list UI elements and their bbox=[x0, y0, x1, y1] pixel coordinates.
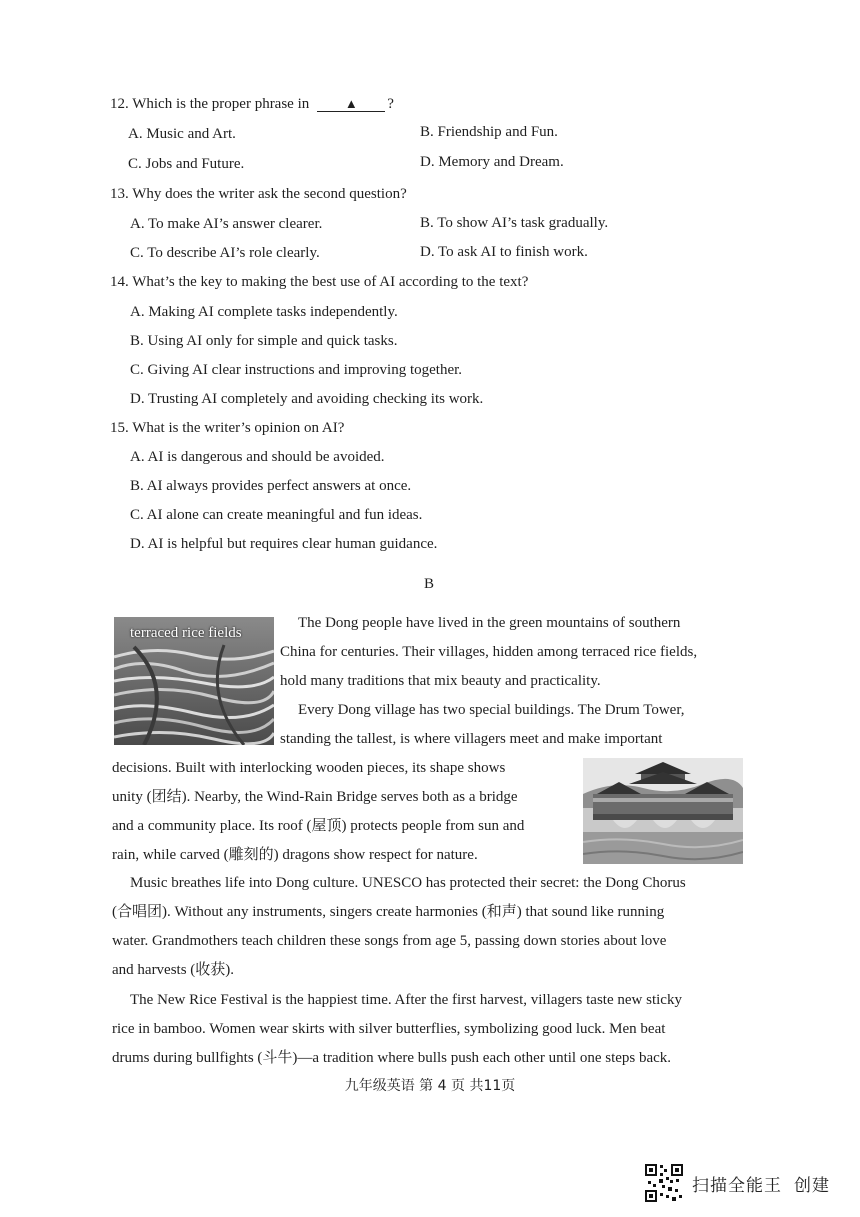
option-13d: D. To ask AI to finish work. bbox=[420, 244, 588, 260]
passage-line: The Dong people have lived in the green mountains of southern bbox=[298, 615, 681, 631]
passage-line: Music breathes life into Dong culture. UNESCO has protected their secret: the Dong Chorus bbox=[130, 875, 686, 891]
passage-paragraph-1 bbox=[280, 609, 754, 696]
question-12-stem: 12. Which is the proper phrase in bbox=[110, 96, 310, 112]
image-caption: terraced rice fields bbox=[130, 625, 242, 641]
question-15: 15. What is the writer’s opinion on AI? bbox=[110, 420, 345, 436]
passage-line: rice in bamboo. Women wear skirts with silver butterflies, symbolizing good luck. Men beat bbox=[112, 1021, 666, 1037]
passage-paragraph-4 bbox=[112, 986, 754, 1073]
passage-line: drums during bullfights (斗牛)—a tradition where bulls push each other until one steps back. bbox=[112, 1050, 672, 1066]
option-15a: A. AI is dangerous and should be avoided. bbox=[130, 449, 385, 465]
option-12c: C. Jobs and Future. bbox=[128, 156, 245, 172]
option-12a: A. Music and Art. bbox=[128, 126, 236, 142]
option-14b: B. Using AI only for simple and quick tasks. bbox=[130, 333, 398, 349]
passage-line: decisions. Built with interlocking wooden pieces, its shape shows bbox=[112, 760, 506, 776]
passage-line: China for centuries. Their villages, hidden among terraced rice fields, bbox=[280, 644, 698, 660]
passage-line: standing the tallest, is where villagers meet and make important bbox=[280, 731, 663, 747]
passage-line: rain, while carved (雕刻的) dragons show respect for nature. bbox=[112, 847, 478, 863]
option-12b: B. Friendship and Fun. bbox=[420, 124, 558, 140]
passage-paragraph-2-bottom bbox=[112, 754, 575, 870]
question-13: 13. Why does the writer ask the second question? bbox=[110, 186, 407, 202]
section-label: B bbox=[424, 576, 435, 592]
passage-line: unity (团结). Nearby, the Wind-Rain Bridge serves both as a bridge bbox=[112, 789, 518, 805]
wind-rain-bridge-photo bbox=[583, 758, 743, 864]
question-12-stem-end: ? bbox=[387, 96, 394, 112]
passage-line: (合唱团). Without any instruments, singers create harmonies (和声) that sound like running bbox=[112, 904, 665, 920]
passage-line: water. Grandmothers teach children these songs from age 5, passing down stories about love bbox=[112, 933, 667, 949]
question-12 bbox=[110, 94, 394, 114]
option-13c: C. To describe AI’s role clearly. bbox=[130, 245, 320, 261]
passage-line: The New Rice Festival is the happiest time. After the first harvest, villagers taste new sticky bbox=[130, 992, 682, 1008]
option-14c: C. Giving AI clear instructions and improving together. bbox=[130, 362, 463, 378]
page-footer: 九年级英语 第 4 页 共11页 bbox=[344, 1078, 516, 1094]
watermark-app-name: 扫描全能王 bbox=[692, 1175, 782, 1196]
option-13a: A. To make AI’s answer clearer. bbox=[130, 216, 323, 232]
passage-line: hold many traditions that mix beauty and practicality. bbox=[280, 673, 601, 689]
option-15d: D. AI is helpful but requires clear human guidance. bbox=[130, 536, 438, 552]
option-15b: B. AI always provides perfect answers at once. bbox=[130, 478, 412, 494]
option-12d: D. Memory and Dream. bbox=[420, 154, 564, 170]
passage-line: Every Dong village has two special buildings. The Drum Tower, bbox=[298, 702, 685, 718]
option-14d: D. Trusting AI completely and avoiding checking its work. bbox=[130, 391, 484, 407]
terraced-fields-photo bbox=[114, 617, 274, 745]
watermark-action: 创建 bbox=[794, 1175, 830, 1196]
option-15c: C. AI alone can create meaningful and fun ideas. bbox=[130, 507, 423, 523]
passage-line: and a community place. Its roof (屋顶) protects people from sun and bbox=[112, 818, 525, 834]
passage-paragraph-3 bbox=[112, 869, 754, 985]
qr-code-icon bbox=[644, 1163, 684, 1203]
scanner-watermark bbox=[644, 1163, 830, 1203]
passage-paragraph-2-top bbox=[280, 696, 754, 754]
question-14: 14. What’s the key to making the best use of AI according to the text? bbox=[110, 274, 529, 290]
option-13b: B. To show AI’s task gradually. bbox=[420, 215, 609, 231]
passage-line: and harvests (收获). bbox=[112, 962, 235, 978]
blank-mark: ▲ bbox=[317, 97, 385, 112]
option-14a: A. Making AI complete tasks independently. bbox=[130, 304, 398, 320]
